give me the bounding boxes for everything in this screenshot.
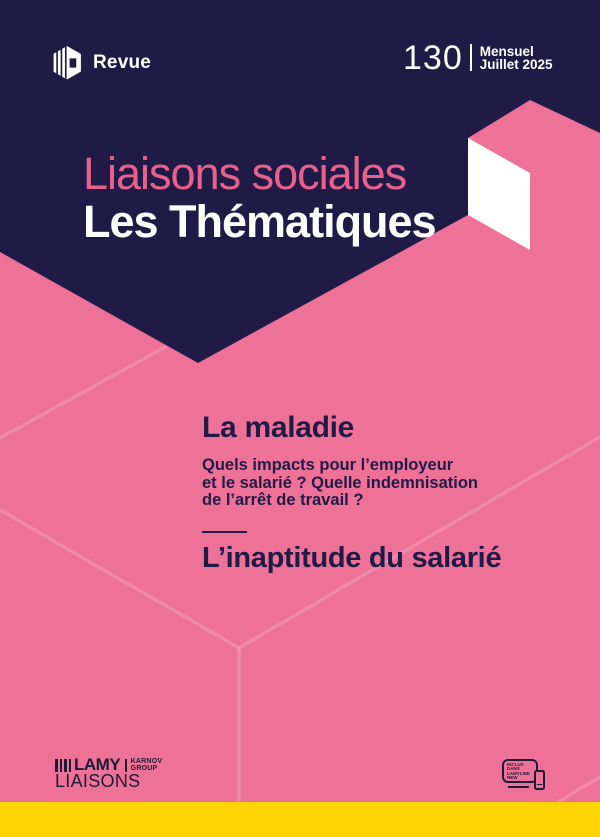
issue-frequency: Mensuel [479, 44, 534, 59]
masthead-title-line1: Liaisons sociales [83, 148, 407, 199]
revue-cube-logo-icon [52, 46, 82, 80]
brand-block [52, 46, 151, 80]
group-name-line2: GROUP [130, 764, 158, 772]
masthead [83, 150, 436, 246]
issue-date: Juillet 2025 [479, 57, 553, 72]
topics-block [202, 411, 501, 575]
badge-line2: DANS [507, 766, 520, 772]
badge-line3: LAMYLINE [507, 770, 530, 776]
secondary-topic-title: L’inaptitude du salarié [202, 541, 502, 574]
badge-line1: INCLUS [507, 762, 524, 767]
topic-subtitle-line1: Quels impacts pour l’employeur [202, 456, 454, 474]
lamyline-badge-bubble [502, 759, 538, 783]
issue-number: 130 [403, 39, 463, 77]
publisher-logo [55, 755, 163, 791]
badge-line4: NEW [507, 775, 518, 781]
lamyline-badge [502, 759, 538, 788]
issue-divider [470, 44, 472, 71]
group-name-line1: KARNOV [130, 758, 163, 765]
topic-subtitle-line2: et le salarié ? Quelle indemnisation [202, 473, 479, 492]
group-name [131, 758, 163, 772]
door-shape [468, 138, 530, 250]
smartphone-icon [534, 770, 545, 790]
masthead-title-line2: Les Thématiques [83, 196, 436, 247]
topic-title: La maladie [202, 411, 355, 444]
topic-subtitle [202, 457, 501, 510]
topic-divider [202, 531, 247, 533]
publisher-name-secondary: LIAISONS [55, 771, 141, 791]
topic-subtitle-line3: de l’arrêt de travail ? [202, 491, 364, 509]
brand-name: Revue [93, 52, 152, 73]
publisher-name-primary: LAMY [74, 755, 121, 774]
footer-yellow-bar [0, 802, 600, 837]
badge-underline [508, 786, 529, 788]
issue-block [403, 41, 553, 75]
